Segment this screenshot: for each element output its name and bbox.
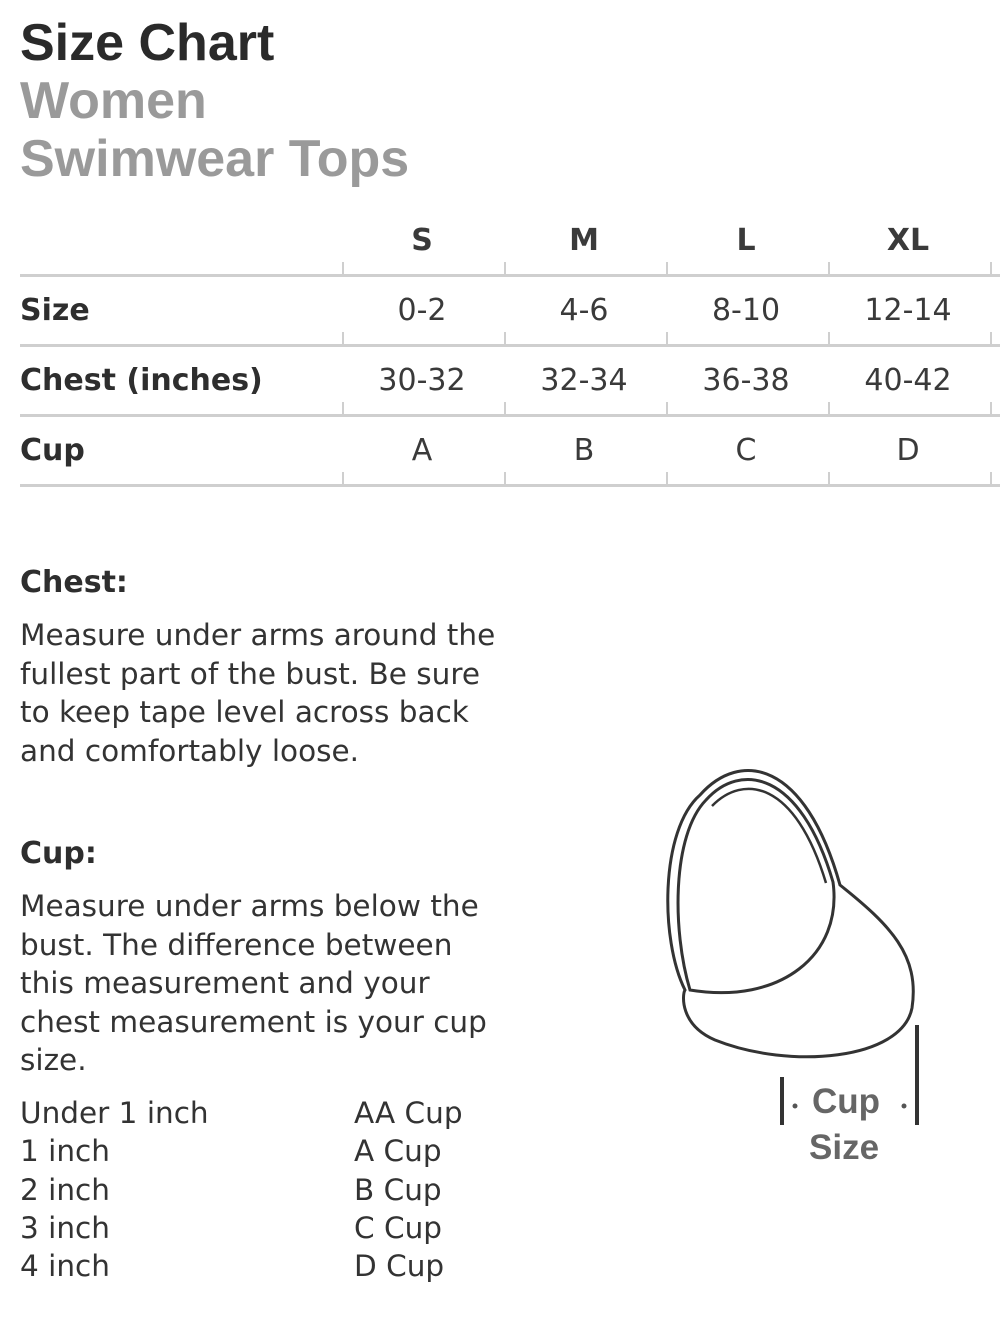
page-subtitle-line2: Swimwear Tops (20, 130, 410, 188)
column-divider (828, 262, 830, 274)
column-divider (504, 402, 506, 414)
table-cell: 4-6 (559, 293, 609, 328)
cup-instruction-line: this measurement and your (20, 966, 430, 1000)
bra-cup-icon (640, 740, 960, 1200)
list-item (20, 1209, 540, 1247)
cup-size-label-line2: Size (809, 1128, 880, 1167)
row-label-chest: Chest (inches) (20, 363, 263, 398)
cup-difference: 1 inch (20, 1134, 110, 1169)
column-header-s: S (411, 223, 433, 258)
chest-instruction-line: Measure under arms around the (20, 618, 496, 652)
table-cell: 12-14 (864, 293, 952, 328)
column-divider (990, 472, 992, 484)
list-item (20, 1132, 540, 1170)
cup-size-diagram (640, 740, 960, 1200)
column-divider (504, 262, 506, 274)
column-divider (666, 402, 668, 414)
page-subtitle-line1: Women (20, 72, 207, 130)
list-item (20, 1094, 540, 1132)
cup-size: AA Cup (354, 1096, 463, 1130)
list-item (20, 1171, 540, 1209)
table-cell: A (411, 433, 433, 468)
table-cell: 32-34 (540, 363, 628, 398)
table-cell: 8-10 (711, 293, 781, 328)
row-label-cup: Cup (20, 433, 85, 468)
column-divider (504, 332, 506, 344)
cup-difference: 2 inch (20, 1172, 110, 1207)
column-divider (342, 472, 344, 484)
column-divider (990, 262, 992, 274)
chest-instruction-line: fullest part of the bust. Be sure (20, 656, 480, 691)
column-divider (504, 472, 506, 484)
table-header-row (20, 207, 1000, 277)
cup-size: C Cup (354, 1210, 442, 1245)
table-cell: 40-42 (864, 363, 952, 398)
column-divider (990, 332, 992, 344)
cup-instructions (20, 887, 560, 1080)
row-label-size: Size (20, 293, 90, 328)
cup-instruction-line: chest measurement is your cup (20, 1004, 487, 1039)
column-divider (342, 262, 344, 274)
table-cell: 36-38 (702, 363, 790, 398)
table-cell: B (573, 433, 595, 468)
table-row-cup (20, 417, 1000, 487)
cup-difference: Under 1 inch (20, 1096, 209, 1130)
chest-instruction-line: to keep tape level across back (20, 695, 469, 729)
cup-instruction-line: bust. The difference between (20, 927, 453, 962)
column-divider (828, 332, 830, 344)
cup-size: A Cup (354, 1134, 442, 1169)
table-row-chest (20, 347, 1000, 417)
cup-size-list (20, 1094, 540, 1285)
cup-size: D Cup (354, 1249, 445, 1284)
cup-heading: Cup: (20, 836, 97, 871)
cup-instruction-line: Measure under arms below the (20, 889, 479, 923)
cup-difference: 3 inch (20, 1210, 110, 1245)
table-cell: 0-2 (397, 293, 447, 328)
table-cell: 30-32 (378, 363, 466, 398)
column-divider (342, 402, 344, 414)
column-divider (828, 472, 830, 484)
title-block (20, 14, 409, 188)
size-table (20, 207, 1000, 487)
column-divider (666, 332, 668, 344)
list-item (20, 1247, 540, 1285)
column-divider (342, 332, 344, 344)
page-title: Size Chart (20, 14, 275, 72)
column-divider (990, 402, 992, 414)
column-divider (828, 402, 830, 414)
table-cell: D (896, 433, 920, 468)
table-cell: C (735, 433, 757, 468)
cup-difference: 4 inch (20, 1249, 110, 1284)
column-divider (666, 472, 668, 484)
cup-size-label-line1: Cup (812, 1082, 881, 1121)
column-divider (666, 262, 668, 274)
table-row-size (20, 277, 1000, 347)
chest-heading: Chest: (20, 565, 128, 600)
column-header-m: M (569, 223, 599, 258)
column-header-xl: XL (886, 223, 930, 258)
chest-instruction-line: and comfortably loose. (20, 733, 360, 768)
cup-instruction-line: size. (20, 1043, 87, 1077)
cup-size: B Cup (354, 1172, 442, 1207)
column-header-l: L (736, 223, 756, 258)
chest-instructions (20, 616, 560, 770)
